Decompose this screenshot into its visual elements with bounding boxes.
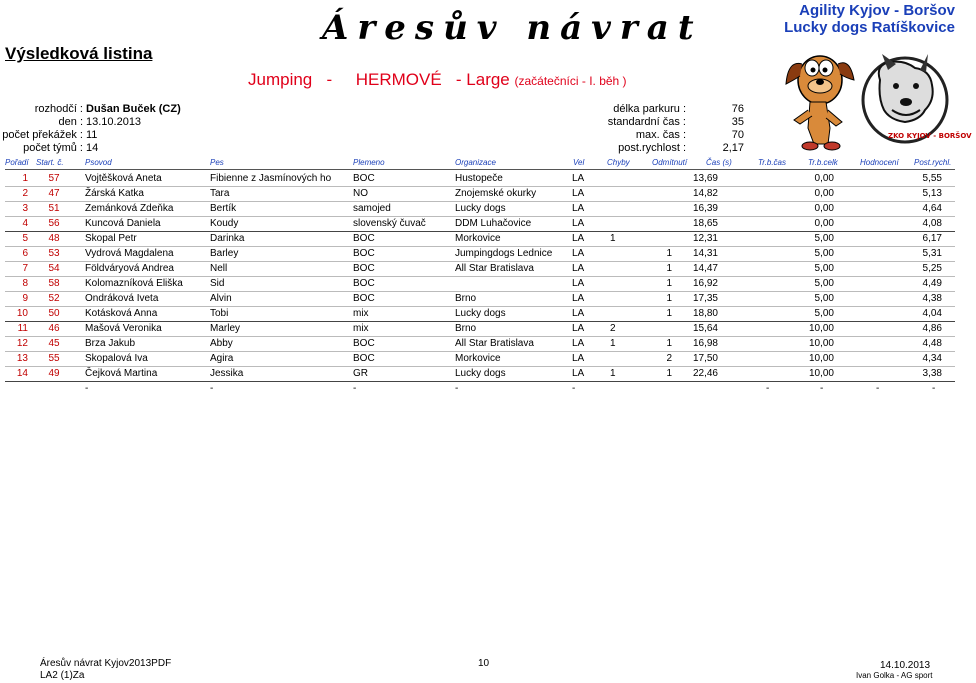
table-cell: 16,92: [692, 278, 718, 289]
table-cell: Skopalová Iva: [85, 353, 148, 364]
footer-code: LA2 (1)Za: [40, 670, 85, 681]
table-cell: Kolomazníková Eliška: [85, 278, 183, 289]
table-cell: 4,34: [922, 353, 942, 364]
table-cell: 46: [48, 323, 60, 334]
dash-cell: -: [572, 383, 576, 394]
table-cell: All Star Bratislava: [455, 338, 534, 349]
table-cell: 2: [22, 188, 28, 199]
table-cell: LA: [572, 218, 585, 229]
table-cell: 0,00: [814, 218, 834, 229]
table-cell: All Star Bratislava: [455, 263, 534, 274]
heading-discipline: Jumping: [248, 70, 313, 89]
footer-file: Áresův návrat Kyjov2013PDF: [40, 658, 172, 669]
table-cell: LA: [572, 173, 585, 184]
table-cell: BOC: [353, 293, 375, 304]
table-cell: 4,49: [922, 278, 942, 289]
column-header: Start. č.: [36, 158, 64, 167]
svg-text:ZKO KYJOV - BORŠOV: ZKO KYJOV - BORŠOV: [888, 132, 972, 140]
table-cell: 11: [17, 323, 28, 334]
dash-cell: -: [932, 383, 936, 394]
table-cell: 10,00: [808, 353, 834, 364]
column-header: Vel: [573, 158, 585, 167]
info-label: počet týmů :: [23, 142, 83, 154]
table-cell: Vojtěšková Aneta: [85, 173, 162, 184]
table-cell: 1: [610, 368, 616, 379]
table-cell: 18,65: [692, 218, 718, 229]
table-cell: BOC: [353, 278, 375, 289]
table-cell: LA: [572, 338, 585, 349]
table-cell: Barley: [210, 248, 239, 259]
table-cell: Lucky dogs: [455, 368, 506, 379]
info-value: 13.10.2013: [86, 116, 142, 128]
table-cell: Zemánková Zdeňka: [85, 203, 174, 214]
heading-category: HERMOVÉ: [355, 70, 442, 89]
table-cell: 51: [48, 203, 60, 214]
info-label: rozhodčí :: [34, 103, 83, 115]
column-header: Tr.b.čas: [758, 158, 787, 167]
row-divider: [5, 261, 955, 262]
table-cell: Agira: [210, 353, 234, 364]
group-divider: [5, 321, 955, 322]
row-divider: [5, 351, 955, 352]
table-cell: 55: [48, 353, 60, 364]
table-cell: 9: [22, 293, 28, 304]
table-cell: BOC: [353, 353, 375, 364]
table-cell: Mašová Veronika: [85, 323, 162, 334]
column-header: Pořadí: [5, 158, 29, 167]
table-cell: LA: [572, 368, 585, 379]
row-divider: [5, 306, 955, 307]
table-cell: Fibienne z Jasmínových ho: [210, 173, 332, 184]
row-divider: [5, 291, 955, 292]
table-cell: Lucky dogs: [455, 203, 506, 214]
table-cell: Morkovice: [455, 233, 501, 244]
table-cell: Marley: [210, 323, 241, 334]
table-cell: Hustopeče: [455, 173, 503, 184]
table-cell: LA: [572, 263, 585, 274]
info-value: Dušan Buček (CZ): [86, 103, 181, 115]
table-cell: 52: [48, 293, 60, 304]
course-info-label: délka parkuru :: [613, 103, 686, 115]
table-cell: 6: [22, 248, 28, 259]
table-cell: 5,00: [814, 293, 834, 304]
table-cell: 12: [16, 338, 28, 349]
table-cell: 0,00: [814, 173, 834, 184]
table-cell: 14: [16, 368, 28, 379]
footer-credit: Ivan Golka - AG sport: [856, 671, 933, 680]
table-cell: Jumpingdogs Lednice: [455, 248, 553, 259]
table-cell: 10,00: [808, 323, 834, 334]
row-divider: [5, 276, 955, 277]
table-cell: Lucky dogs: [455, 308, 506, 319]
table-cell: 4,86: [922, 323, 942, 334]
column-header: Tr.b.celk: [808, 158, 838, 167]
table-cell: 5,00: [814, 248, 834, 259]
row-divider: [5, 216, 955, 217]
table-cell: BOC: [353, 248, 375, 259]
table-cell: LA: [572, 293, 585, 304]
table-cell: 47: [48, 188, 60, 199]
column-header: Psovod: [85, 158, 112, 167]
table-cell: 12,31: [692, 233, 718, 244]
table-cell: 54: [48, 263, 60, 274]
table-cell: 1: [666, 368, 672, 379]
table-cell: 1: [666, 248, 672, 259]
table-cell: LA: [572, 188, 585, 199]
table-cell: 4,38: [922, 293, 942, 304]
table-cell: LA: [572, 278, 585, 289]
table-cell: LA: [572, 353, 585, 364]
table-cell: BOC: [353, 173, 375, 184]
table-cell: Abby: [210, 338, 233, 349]
table-cell: 5,00: [814, 233, 834, 244]
table-cell: 18,80: [692, 308, 718, 319]
table-cell: 5,31: [922, 248, 942, 259]
table-cell: Brno: [455, 323, 477, 334]
table-cell: Nell: [210, 263, 228, 274]
table-cell: 0,00: [814, 188, 834, 199]
table-cell: Alvin: [210, 293, 232, 304]
group-divider: [5, 381, 955, 382]
table-cell: 14,47: [692, 263, 718, 274]
course-info-label: max. čas :: [635, 129, 686, 141]
table-cell: Bertík: [210, 203, 237, 214]
column-header: Pes: [210, 158, 224, 167]
table-cell: 5,13: [922, 188, 942, 199]
column-header: Organizace: [455, 158, 496, 167]
table-cell: Skopal Petr: [85, 233, 137, 244]
table-cell: 56: [48, 218, 60, 229]
table-cell: 4,08: [922, 218, 942, 229]
table-cell: 0,00: [814, 203, 834, 214]
table-cell: LA: [572, 308, 585, 319]
table-cell: 5: [22, 233, 28, 244]
table-cell: 14,31: [692, 248, 718, 259]
column-header: Post.rychl.: [914, 158, 952, 167]
footer-date: 14.10.2013: [880, 660, 931, 671]
club-logo: [780, 40, 972, 155]
dog-cartoon-icon: [786, 56, 854, 150]
row-divider: [5, 336, 955, 337]
table-cell: 1: [610, 233, 616, 244]
table-cell: 7: [22, 263, 28, 274]
table-cell: 10,00: [808, 338, 834, 349]
table-cell: Vydrová Magdalena: [85, 248, 174, 259]
info-value: 14: [86, 142, 99, 154]
table-cell: 49: [48, 368, 60, 379]
table-cell: samojed: [353, 203, 391, 214]
table-cell: 17,50: [692, 353, 718, 364]
table-cell: LA: [572, 323, 585, 334]
row-divider: [5, 366, 955, 367]
info-label: den :: [58, 116, 83, 128]
table-cell: mix: [353, 323, 369, 334]
dash-cell: -: [85, 383, 89, 394]
table-cell: Földváryová Andrea: [85, 263, 174, 274]
table-cell: Koudy: [210, 218, 239, 229]
table-cell: 5,00: [814, 263, 834, 274]
course-info-label: standardní čas :: [607, 116, 686, 128]
run-heading: [248, 70, 627, 90]
table-cell: 1: [666, 263, 672, 274]
table-cell: 45: [48, 338, 60, 349]
table-cell: GR: [353, 368, 368, 379]
table-cell: DDM Luhačovice: [455, 218, 532, 229]
group-divider: [5, 231, 955, 232]
table-cell: mix: [353, 308, 369, 319]
table-cell: 2: [610, 323, 616, 334]
column-header: Plemeno: [353, 158, 385, 167]
dash-cell: -: [766, 383, 770, 394]
table-cell: LA: [572, 203, 585, 214]
info-value: 11: [86, 129, 98, 141]
table-cell: LA: [572, 248, 585, 259]
heading-size: Large: [466, 70, 510, 89]
row-divider: [5, 201, 955, 202]
course-info-value: 70: [731, 129, 744, 141]
table-cell: 16,98: [692, 338, 718, 349]
table-cell: 4,48: [922, 338, 942, 349]
column-header: Hodnocení: [860, 158, 899, 167]
table-cell: 2: [666, 353, 672, 364]
table-cell: 48: [48, 233, 60, 244]
table-cell: Kuncová Daniela: [85, 218, 161, 229]
table-cell: Jessika: [210, 368, 244, 379]
table-cell: 22,46: [692, 368, 718, 379]
table-cell: Brno: [455, 293, 477, 304]
table-cell: 16,39: [692, 203, 718, 214]
column-header: Chyby: [607, 158, 630, 167]
table-cell: 1: [666, 308, 672, 319]
dash-cell: -: [820, 383, 824, 394]
table-cell: 8: [22, 278, 28, 289]
table-cell: 58: [48, 278, 60, 289]
header-divider: [5, 169, 955, 170]
table-cell: 50: [48, 308, 60, 319]
table-cell: 1: [666, 278, 672, 289]
table-cell: NO: [353, 188, 368, 199]
dash-cell: -: [210, 383, 214, 394]
table-cell: 10,00: [808, 368, 834, 379]
table-cell: Tobi: [210, 308, 229, 319]
table-cell: 13: [16, 353, 28, 364]
table-cell: LA: [572, 233, 585, 244]
heading-class: (začátečníci - I. běh ): [514, 74, 627, 88]
club-name-1: Agility Kyjov - Boršov: [799, 2, 955, 19]
course-info-value: 35: [731, 116, 744, 128]
table-cell: BOC: [353, 233, 375, 244]
table-cell: 53: [48, 248, 60, 259]
table-cell: 4: [22, 218, 28, 229]
table-cell: BOC: [353, 338, 375, 349]
column-header: Odmítnutí: [652, 158, 688, 167]
table-cell: Darinka: [210, 233, 245, 244]
table-cell: Kotásková Anna: [85, 308, 158, 319]
table-cell: 5,00: [814, 308, 834, 319]
column-header: Čas (s): [706, 158, 732, 167]
table-cell: 4,64: [922, 203, 942, 214]
table-cell: 1: [22, 173, 28, 184]
table-cell: 6,17: [922, 233, 942, 244]
table-cell: Brza Jakub: [85, 338, 136, 349]
row-divider: [5, 186, 955, 187]
table-cell: 5,00: [814, 278, 834, 289]
table-cell: Tara: [210, 188, 230, 199]
table-cell: 5,55: [922, 173, 942, 184]
dash-cell: -: [455, 383, 459, 394]
table-cell: 1: [666, 338, 672, 349]
table-cell: Morkovice: [455, 353, 501, 364]
heading-dash: -: [455, 70, 462, 89]
table-cell: 1: [610, 338, 616, 349]
table-cell: Žárská Katka: [85, 188, 144, 199]
table-cell: slovenský čuvač: [353, 218, 426, 229]
course-info-label: post.rychlost :: [618, 142, 686, 154]
table-cell: 57: [48, 173, 60, 184]
course-info-value: 2,17: [722, 142, 744, 154]
table-cell: 10: [16, 308, 28, 319]
table-cell: Znojemské okurky: [455, 188, 537, 199]
course-info-value: 76: [731, 103, 744, 115]
dash-cell: -: [876, 383, 880, 394]
table-cell: 3: [22, 203, 28, 214]
table-cell: 13,69: [692, 173, 718, 184]
dash-cell: -: [353, 383, 357, 394]
table-cell: 5,25: [922, 263, 942, 274]
table-cell: 14,82: [692, 188, 718, 199]
info-label: počet překážek :: [2, 129, 83, 141]
table-cell: 4,04: [922, 308, 942, 319]
table-cell: 3,38: [922, 368, 942, 379]
page-number: 10: [478, 658, 490, 669]
document-title: Výsledková listina: [5, 44, 153, 63]
table-cell: Čejková Martina: [85, 368, 158, 379]
table-cell: Ondráková Iveta: [85, 293, 159, 304]
event-title: Áresův návrat: [322, 8, 703, 48]
table-cell: Sid: [210, 278, 225, 289]
table-cell: 15,64: [692, 323, 718, 334]
club-name-2: Lucky dogs Ratíškovice: [784, 19, 955, 36]
table-cell: 1: [666, 293, 672, 304]
table-cell: 17,35: [692, 293, 718, 304]
row-divider: [5, 246, 955, 247]
dog-head-badge-icon: [863, 54, 972, 142]
table-cell: BOC: [353, 263, 375, 274]
heading-dash: -: [326, 70, 333, 89]
